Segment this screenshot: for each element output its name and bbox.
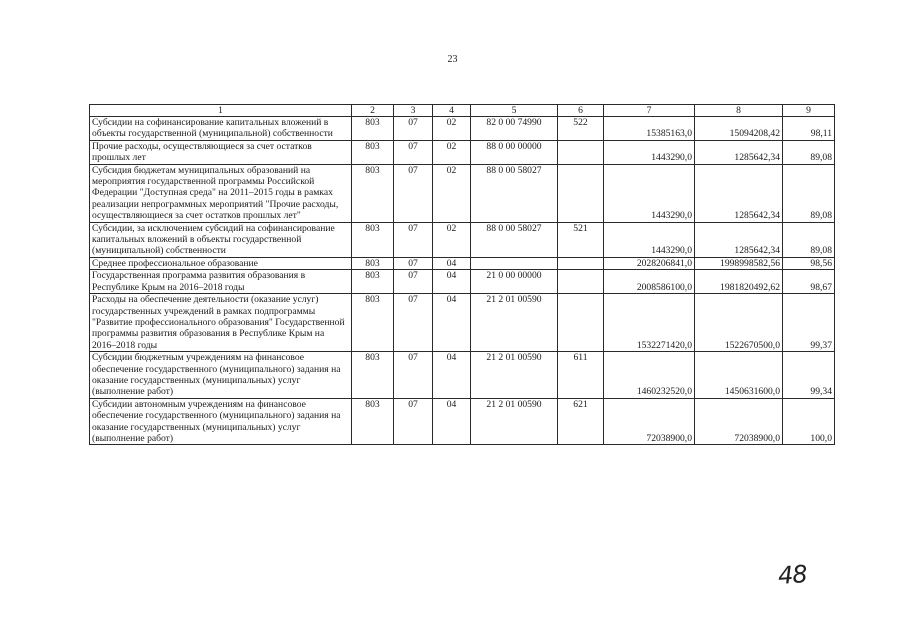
section-code: 07 <box>394 257 433 269</box>
planned-amount: 1443290,0 <box>604 222 695 257</box>
header-cell: 6 <box>558 105 604 117</box>
section-code: 07 <box>394 398 433 445</box>
row-name: Субсидии на софинансирование капитальных вложений в объекты государственной (муниципальной) собственности <box>90 117 352 141</box>
ministry-code: 803 <box>352 257 394 269</box>
budget-table <box>89 104 835 445</box>
executed-amount: 1998998582,56 <box>695 257 783 269</box>
target-article-code: 21 2 01 00590 <box>471 398 558 445</box>
table-body <box>90 117 835 445</box>
target-article-code: 21 2 01 00590 <box>471 294 558 352</box>
execution-percent: 89,08 <box>783 140 835 164</box>
expense-type-code <box>558 140 604 164</box>
planned-amount: 1460232520,0 <box>604 352 695 399</box>
row-name: Субсидия бюджетам муниципальных образований на мероприятия государственной программы Российской Федерации "Доступная среда" на 2011–2015 годы в рамках реализации непрограммных мероприятий "Прочие расходы, осуществляющиеся за счет остатков прошлых лет" <box>90 164 352 222</box>
ministry-code: 803 <box>352 352 394 399</box>
executed-amount: 1522670500,0 <box>695 294 783 352</box>
subsection-code: 04 <box>433 270 471 294</box>
executed-amount: 72038900,0 <box>695 398 783 445</box>
row-name: Среднее профессиональное образование <box>90 257 352 269</box>
ministry-code: 803 <box>352 117 394 141</box>
target-article-code <box>471 257 558 269</box>
target-article-code: 88 0 00 58027 <box>471 164 558 222</box>
execution-percent: 89,08 <box>783 222 835 257</box>
header-row <box>90 105 835 117</box>
section-code: 07 <box>394 294 433 352</box>
ministry-code: 803 <box>352 140 394 164</box>
header-cell: 3 <box>394 105 433 117</box>
subsection-code: 02 <box>433 164 471 222</box>
planned-amount: 2028206841,0 <box>604 257 695 269</box>
execution-percent: 99,34 <box>783 352 835 399</box>
page-number: 23 <box>447 54 458 65</box>
header-cell: 9 <box>783 105 835 117</box>
section-code: 07 <box>394 270 433 294</box>
target-article-code: 88 0 00 58027 <box>471 222 558 257</box>
subsection-code: 02 <box>433 140 471 164</box>
header-cell: 5 <box>471 105 558 117</box>
ministry-code: 803 <box>352 294 394 352</box>
target-article-code: 82 0 00 74990 <box>471 117 558 141</box>
planned-amount: 1443290,0 <box>604 164 695 222</box>
subsection-code: 02 <box>433 117 471 141</box>
executed-amount: 1981820492,62 <box>695 270 783 294</box>
execution-percent: 98,56 <box>783 257 835 269</box>
subsection-code: 04 <box>433 352 471 399</box>
expense-type-code <box>558 270 604 294</box>
header-cell: 8 <box>695 105 783 117</box>
table-row <box>90 270 835 294</box>
table-row <box>90 222 835 257</box>
row-name: Государственная программа развития образования в Республике Крым на 2016–2018 годы <box>90 270 352 294</box>
subsection-code: 02 <box>433 222 471 257</box>
planned-amount: 1532271420,0 <box>604 294 695 352</box>
header-cell: 7 <box>604 105 695 117</box>
table-row <box>90 257 835 269</box>
handwritten-page-number: 48 <box>777 560 808 590</box>
ministry-code: 803 <box>352 222 394 257</box>
expense-type-code: 521 <box>558 222 604 257</box>
expense-type-code <box>558 257 604 269</box>
header-cell: 1 <box>90 105 352 117</box>
executed-amount: 1450631600,0 <box>695 352 783 399</box>
execution-percent: 98,67 <box>783 270 835 294</box>
planned-amount: 15385163,0 <box>604 117 695 141</box>
ministry-code: 803 <box>352 270 394 294</box>
table-row <box>90 294 835 352</box>
executed-amount: 1285642,34 <box>695 140 783 164</box>
executed-amount: 1285642,34 <box>695 164 783 222</box>
expense-type-code <box>558 164 604 222</box>
section-code: 07 <box>394 117 433 141</box>
executed-amount: 1285642,34 <box>695 222 783 257</box>
table-row <box>90 140 835 164</box>
row-name: Расходы на обеспечение деятельности (оказание услуг) государственных учреждений в рамках подпрограммы "Развитие профессионального образования" Государственной программы развития образования в Республике Крым на 2016–2018 годы <box>90 294 352 352</box>
section-code: 07 <box>394 222 433 257</box>
row-name: Субсидии автономным учреждениям на финансовое обеспечение государственного (муниципального) задания на оказание государственных (муниципальных) услуг (выполнение работ) <box>90 398 352 445</box>
execution-percent: 99,37 <box>783 294 835 352</box>
planned-amount: 1443290,0 <box>604 140 695 164</box>
table-row <box>90 117 835 141</box>
execution-percent: 100,0 <box>783 398 835 445</box>
subsection-code: 04 <box>433 398 471 445</box>
section-code: 07 <box>394 164 433 222</box>
expense-type-code: 522 <box>558 117 604 141</box>
expense-type-code <box>558 294 604 352</box>
row-name: Субсидии бюджетным учреждениям на финансовое обеспечение государственного (муниципального) задания на оказание государственных (муниципальных) услуг (выполнение работ) <box>90 352 352 399</box>
row-name: Прочие расходы, осуществляющиеся за счет остатков прошлых лет <box>90 140 352 164</box>
subsection-code: 04 <box>433 257 471 269</box>
expense-type-code: 621 <box>558 398 604 445</box>
header-cell: 4 <box>433 105 471 117</box>
execution-percent: 89,08 <box>783 164 835 222</box>
table-row <box>90 398 835 445</box>
section-code: 07 <box>394 352 433 399</box>
planned-amount: 2008586100,0 <box>604 270 695 294</box>
target-article-code: 88 0 00 00000 <box>471 140 558 164</box>
target-article-code: 21 2 01 00590 <box>471 352 558 399</box>
planned-amount: 72038900,0 <box>604 398 695 445</box>
header-cell: 2 <box>352 105 394 117</box>
subsection-code: 04 <box>433 294 471 352</box>
target-article-code: 21 0 00 00000 <box>471 270 558 294</box>
ministry-code: 803 <box>352 164 394 222</box>
section-code: 07 <box>394 140 433 164</box>
table-row <box>90 164 835 222</box>
execution-percent: 98,11 <box>783 117 835 141</box>
table-row <box>90 352 835 399</box>
executed-amount: 15094208,42 <box>695 117 783 141</box>
ministry-code: 803 <box>352 398 394 445</box>
row-name: Субсидии, за исключением субсидий на софинансирование капитальных вложений в объекты государственной (муниципальной) собственности <box>90 222 352 257</box>
expense-type-code: 611 <box>558 352 604 399</box>
